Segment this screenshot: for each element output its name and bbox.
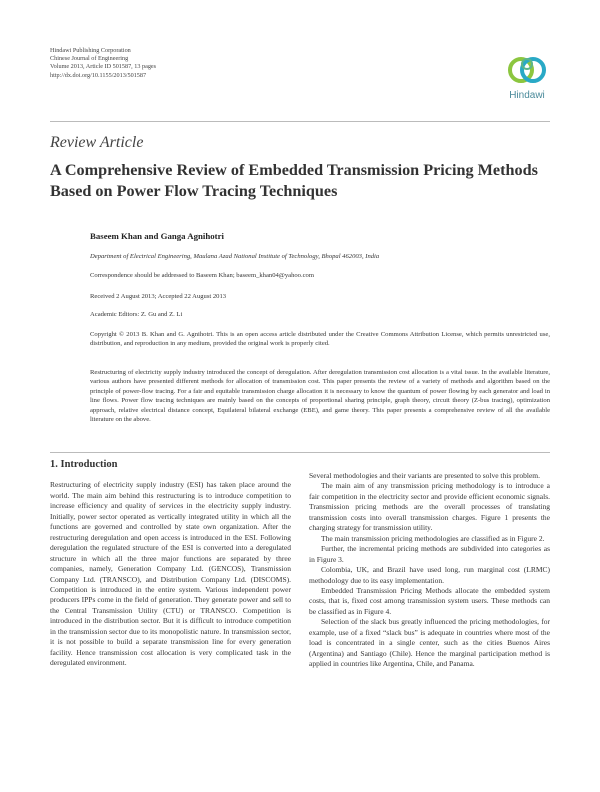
body-paragraph: Further, the incremental pricing methods are subdivided into categories as in Figure 3. — [309, 544, 550, 564]
hindawi-logo-text: Hindawi — [509, 90, 545, 101]
body-paragraph: Selection of the slack bus greatly influenced the pricing methodologies, for example, use of a fixed “slack bus” is adequate in countries where most of the load is concentrated in a single center, such as the cities Buenos Aires (Argentina) and Santiago (Chile). Hence the marginal participation method is applied in countries like Argentina, Chile, and Panama. — [309, 617, 550, 669]
body-paragraph: Several methodologies and their variants are presented to solve this problem. — [309, 471, 540, 480]
section-heading: 1. Introduction — [50, 459, 118, 470]
authors: Baseem Khan and Ganga Agnihotri — [90, 231, 224, 241]
volume-info: Volume 2013, Article ID 501587, 13 pages — [50, 63, 157, 71]
journal-header — [50, 47, 156, 80]
intro-paragraph: Restructuring of electricity supply industry (ESI) has taken place around the world. The main aim behind this restructuring is to introduce competition to increase efficiency and quality of services in the electricity supply industry. Initially, power sector operated as vertically integrated utility in which all the functions are governed and controlled by state own organization. After the restructuring deregulation and open access is introduced in the ESI. Following deregulation the regulated structure of the ESI is converted into a deregulated structure in which all the three major functions are separated by three companies, namely, Generation Company Ltd. (GENCOS), Transmission Company Ltd. (TRANSCO), and Distribution Company Ltd. (DISCOMS). Competition is introduced in the entire system. Various independent power producers IPPs come in the field of generation. They generate power and sell to the Central Transmission Utility (CTU) or TRANSCO. Competition is introduced in the distribution sector. But it is difficult to introduce competition in the transmission sector due to its monopolistic nature. In transmission sector, it is not possible to build a separate transmission line for every generation facility. Hence transmission cost allocation is very complicated task in the deregulated environment. — [50, 480, 291, 668]
abstract-divider — [50, 452, 550, 453]
academic-editors: Academic Editors: Z. Gu and Z. Li — [90, 311, 183, 318]
dates: Received 2 August 2013; Accepted 22 August 2013 — [90, 293, 227, 300]
body-paragraph: Colombia, UK, and Brazil have used long, run marginal cost (LRMC) methodology due to its easy implementation. — [309, 565, 550, 585]
body-paragraph: The main aim of any transmission pricing methodology is to introduce a fair competition in the electricity sector and provide efficient economic signals. Transmission pricing methods are the overall processes of translating transmission costs into overall transmission charges. Figure 1 presents the charging strategy for transmission utility. — [309, 481, 550, 533]
left-column — [50, 460, 291, 669]
paper-title: A Comprehensive Review of Embedded Transmission Pricing Methods Based on Power Flow Tracing Techniques — [50, 161, 538, 200]
header-divider — [50, 121, 550, 122]
right-column — [309, 471, 550, 670]
affiliation: Department of Electrical Engineering, Maulana Azad National Institute of Technology, Bhopal 462003, India — [90, 253, 380, 260]
journal-name: Chinese Journal of Engineering — [50, 55, 129, 63]
article-type: Review Article — [50, 134, 144, 151]
body-paragraph: The main transmission pricing methodologies are classified as in Figure 2. — [321, 533, 545, 543]
abstract: Restructuring of electricity supply industry introduced the concept of deregulation. After deregulation transmission cost allocation is a vital issue. In the available literature, various authors have presented different methods for allocation of transmission cost. This paper presents the review of a variety of methods and algorithm based on the principle of power-flow tracing. For a fair and equitable transmission charge allocation it is necessary to know the quantum of power flowing by each generator and load in line flows. Power flow tracing techniques are mainly based on the concepts of proportional sharing principle, graph theory, circuit theory (Z-bus tracing), optimization approach, relative electrical distance concept, Equilateral bilateral exchange (EBE), and game theory. This paper presents a comprehensive review of all the available literature on the above. — [90, 369, 550, 424]
doi-link[interactable]: http://dx.doi.org/10.1155/2013/501587 — [50, 71, 147, 79]
correspondence: Correspondence should be addressed to Baseem Khan; baseem_khan04@yahoo.com — [90, 272, 314, 279]
publisher: Hindawi Publishing Corporation — [50, 47, 131, 54]
copyright-notice: Copyright © 2013 B. Khan and G. Agnihotri. This is an open access article distributed under the Creative Commons Attribution License, which permits unrestricted use, distribution, and reproduction in any medium, provided the original work is properly cited. — [90, 331, 550, 348]
body-paragraph: Embedded Transmission Pricing Methods allocate the embedded system costs, that is, fixed cost among transmission system users. These methods can be classified as in Figure 4. — [309, 585, 550, 616]
